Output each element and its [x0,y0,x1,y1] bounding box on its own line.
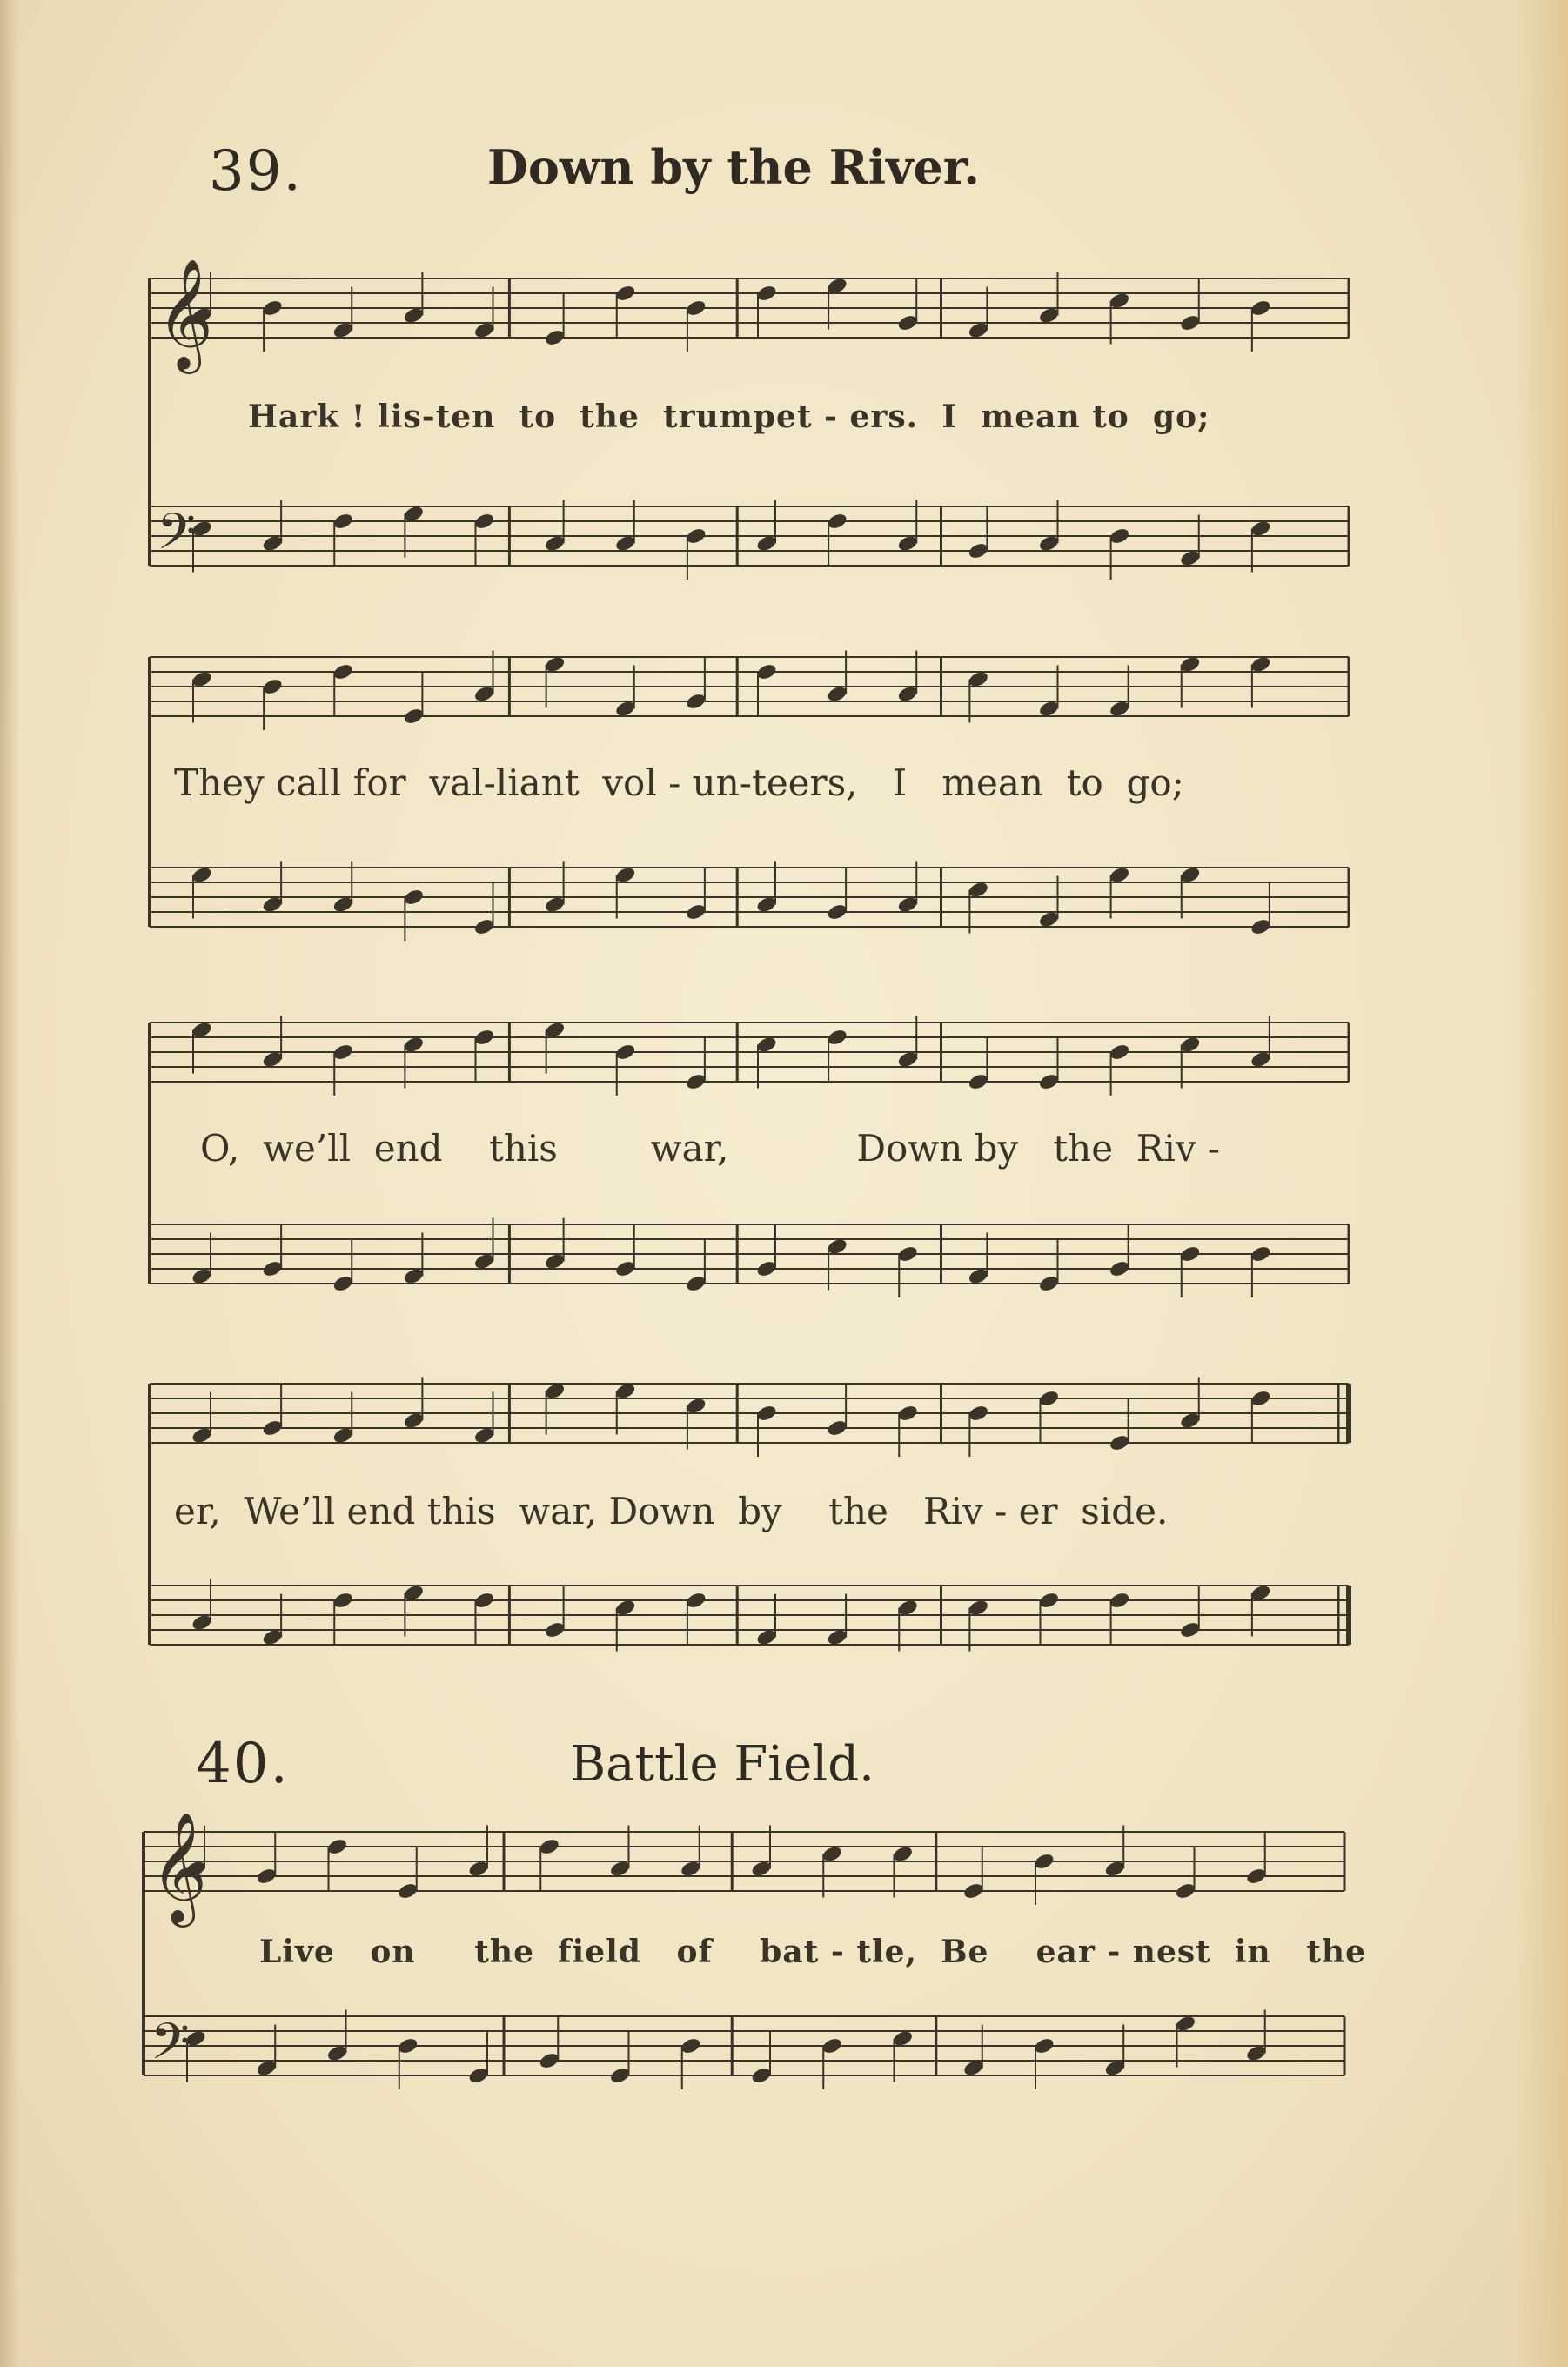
svg-text:𝄢: 𝄢 [151,2012,191,2083]
lyric-line: O, we’ll end this war, Down by the Riv - [200,1127,1221,1170]
hymn-number: 39. [209,139,303,204]
lyric-line: er, We’ll end this war, Down by the Riv - er side. [174,1490,1169,1532]
hymn-number: 40. [196,1732,290,1796]
svg-text:𝄢: 𝄢 [157,502,197,573]
page-edge-left [0,0,19,2367]
hymn-title: Battle Field. [570,1736,874,1793]
lyric-line: Live on the field of bat - tle, Be ear - nest in the [259,1934,1366,1970]
lyric-line: Hark ! lis-ten to the trumpet - ers. I mean to go; [248,399,1210,435]
svg-text:𝄞: 𝄞 [151,1811,208,1922]
page-edge-right [1516,0,1568,2367]
hymn-title: Down by the River. [487,139,981,195]
svg-text:𝄞: 𝄞 [157,258,214,369]
lyric-line: They call for val-liant vol - un-teers, I mean to go; [174,761,1184,804]
